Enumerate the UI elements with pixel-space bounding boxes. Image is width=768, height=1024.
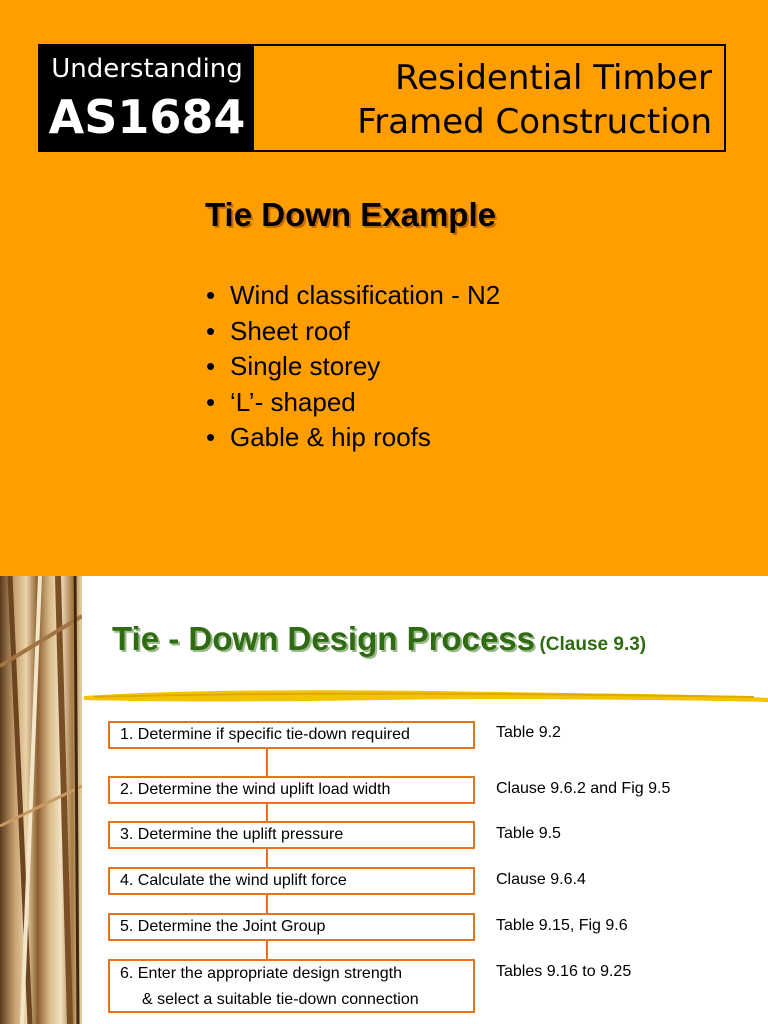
bullet-text: Single storey (230, 351, 381, 381)
process-step-3 (108, 821, 475, 849)
bullet-icon: • (206, 280, 216, 310)
bullet-text: Gable & hip roofs (230, 422, 431, 452)
header-code: AS1684 (48, 90, 246, 144)
step-reference-3: Table 9.5 (496, 825, 561, 842)
header-banner (38, 44, 726, 152)
step-text: 2. Determine the wind uplift load width (120, 781, 391, 798)
brush-stroke-divider (84, 684, 768, 706)
process-clause: (Clause 9.3) (539, 634, 647, 655)
slide-title (112, 620, 646, 658)
step-text: 6. Enter the appropriate design strength (120, 965, 402, 982)
header-title-line2: Framed Construction (357, 102, 712, 142)
flow-connector (266, 848, 268, 868)
flow-connector (266, 940, 268, 960)
bullet-list (206, 278, 500, 456)
bullet-item (206, 278, 500, 314)
step-reference-2: Clause 9.6.2 and Fig 9.5 (496, 780, 671, 797)
slide-design-process (0, 576, 768, 1024)
bullet-text: ‘L’- shaped (230, 386, 356, 417)
step-reference-5: Table 9.15, Fig 9.6 (496, 917, 628, 934)
bullet-text: Sheet roof (230, 315, 350, 346)
header-code-block (40, 46, 254, 150)
process-step-5 (108, 913, 475, 941)
process-title: Tie - Down Design Process (112, 620, 536, 657)
bullet-icon: • (206, 386, 216, 417)
flow-connector (266, 894, 268, 914)
step-text: 4. Calculate the wind uplift force (120, 872, 347, 889)
bullet-item (206, 420, 500, 456)
step-reference-4: Clause 9.6.4 (496, 871, 586, 888)
header-title-line1: Residential Timber (395, 58, 712, 98)
bullet-icon: • (206, 315, 216, 346)
bullet-text: Wind classification - N2 (230, 280, 501, 310)
process-step-4 (108, 867, 475, 895)
header-understanding: Understanding (51, 54, 243, 84)
timber-frame-icon (0, 576, 82, 1024)
step-text: 5. Determine the Joint Group (120, 918, 326, 935)
bullet-icon: • (206, 351, 216, 381)
step-reference-6: Tables 9.16 to 9.25 (496, 963, 632, 980)
bullet-item (206, 314, 500, 350)
flow-connector (266, 747, 268, 779)
step-text: 1. Determine if specific tie-down required (120, 726, 410, 743)
step-reference-1: Table 9.2 (496, 724, 561, 741)
timber-frame-image (0, 576, 82, 1024)
step-text: 3. Determine the uplift pressure (120, 826, 344, 843)
process-step-6 (108, 959, 475, 1013)
slide-title: Tie Down Example (205, 196, 496, 233)
process-step-1 (108, 721, 475, 749)
bullet-item (206, 349, 500, 385)
flow-connector (266, 802, 268, 822)
step-text-line2: & select a suitable tie-down connection (142, 991, 419, 1008)
bullet-item (206, 385, 500, 421)
header-title (254, 46, 720, 150)
bullet-icon: • (206, 422, 216, 452)
process-step-2 (108, 776, 475, 804)
